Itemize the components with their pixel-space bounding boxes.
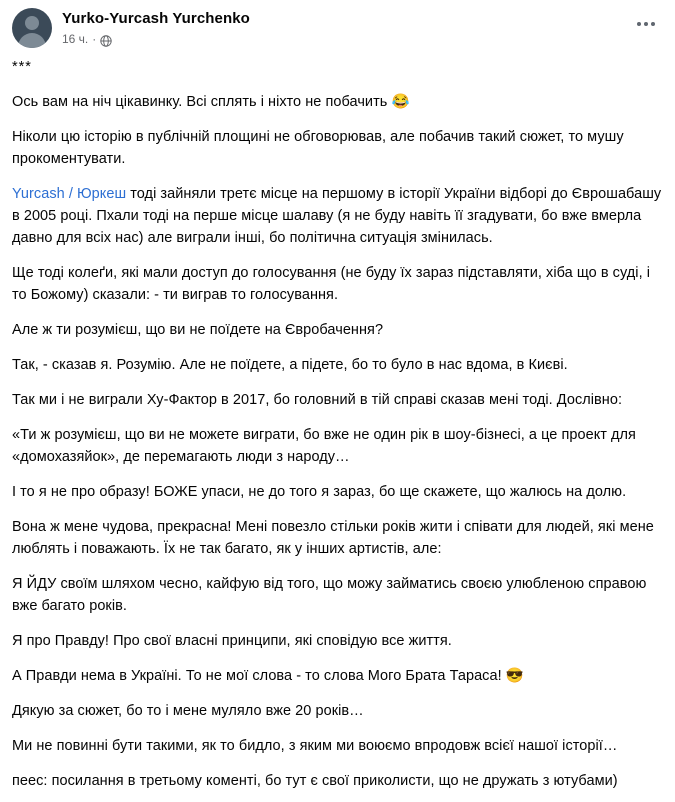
avatar-head-shape bbox=[25, 16, 39, 30]
post-header bbox=[0, 0, 675, 50]
meta-separator: · bbox=[92, 32, 97, 46]
avatar-body-shape bbox=[18, 33, 46, 48]
post-timestamp[interactable]: 16 ч. bbox=[62, 32, 89, 46]
post-header-text bbox=[62, 8, 250, 47]
post-paragraph: І то я не про образу! БОЖЕ упаси, не до того я зараз, бо ще скажете, що жалюсь на долю. bbox=[12, 484, 627, 500]
post-paragraph: Вона ж мене чудова, прекрасна! Мені повезло стільки років жити і співати для людей, які мене люблять і поважають. Їх не так багато, як у інших артистів, але: bbox=[12, 519, 654, 557]
post-paragraph: Ще тоді колеґи, які мали доступ до голосування (не буду їх зараз підставляти, хіба що в суді, і то Божому) сказали: - ти виграв то голосування. bbox=[12, 265, 650, 303]
post-paragraph: Так, - сказав я. Розумію. Але не поїдете, а підете, бо то було в нас вдома, в Києві. bbox=[12, 357, 568, 373]
yurcash-link[interactable]: Yurcash bbox=[12, 186, 65, 202]
more-options-icon[interactable] bbox=[631, 14, 661, 34]
post-paragraph: Я ЙДУ своїм шляхом чесно, кайфую від того, що можу займатись своєю улюбленою справою вже багато років. bbox=[12, 576, 647, 614]
post-paragraph: Але ж ти розумієш, що ви не поїдете на Євробачення? bbox=[12, 322, 384, 338]
post-body bbox=[0, 50, 675, 802]
post-meta bbox=[62, 31, 250, 47]
post-paragraph: Ніколи цю історію в публічній площині не обговорював, але побачив такий сюжет, то мушу прокоментувати. bbox=[12, 129, 624, 167]
post-paragraph: *** bbox=[12, 59, 32, 75]
yurcash-link-suffix[interactable]: / Юркеш bbox=[64, 186, 127, 202]
post-paragraph: Так ми і не виграли Ху-Фактор в 2017, бо головний в тій справі сказав мені тоді. Дослівно: bbox=[12, 392, 623, 408]
post-paragraph: Я про Правду! Про свої власні принципи, які сповідую все життя. bbox=[12, 633, 452, 649]
globe-icon[interactable] bbox=[100, 34, 112, 46]
post-paragraph: «Ти ж розумієш, що ви не можете виграти, бо вже не один рік в шоу-бізнесі, а це проект для «домохазяйок», де перемагають люди з народу… bbox=[12, 427, 636, 465]
avatar[interactable] bbox=[12, 8, 52, 48]
post-paragraph: А Правди нема в Україні. То не мої слова - то слова Мого Брата Тараса! 😎 bbox=[12, 668, 524, 684]
post-paragraph: Ми не повинні бути такими, як то бидло, з яким ми воюємо впродовж всієї нашої історії… bbox=[12, 738, 618, 754]
post-paragraph: Ось вам на ніч цікавинку. Всі сплять і ніхто не побачить 😂 bbox=[12, 94, 410, 110]
post-paragraph: пеес: посилання в третьому коменті, бо тут є свої приколисти, що не дружать з ютубами) bbox=[12, 773, 618, 789]
author-name[interactable]: Yurko-Yurcash Yurchenko bbox=[62, 10, 250, 27]
post-paragraph-with-link bbox=[12, 183, 663, 249]
post-paragraph-text: тоді зайняли третє місце на першому в історії України відборі до Єврошабашу в 2005 році. Пхали тоді на перше місце шалаву (я не буду навіть її згадувати, бо вже вмерла давно для всіх нас) але виграли інші, бо політична ситуація змінилась. bbox=[12, 186, 662, 246]
post-paragraph: Дякую за сюжет, бо то і мене муляло вже 20 років… bbox=[12, 703, 364, 719]
